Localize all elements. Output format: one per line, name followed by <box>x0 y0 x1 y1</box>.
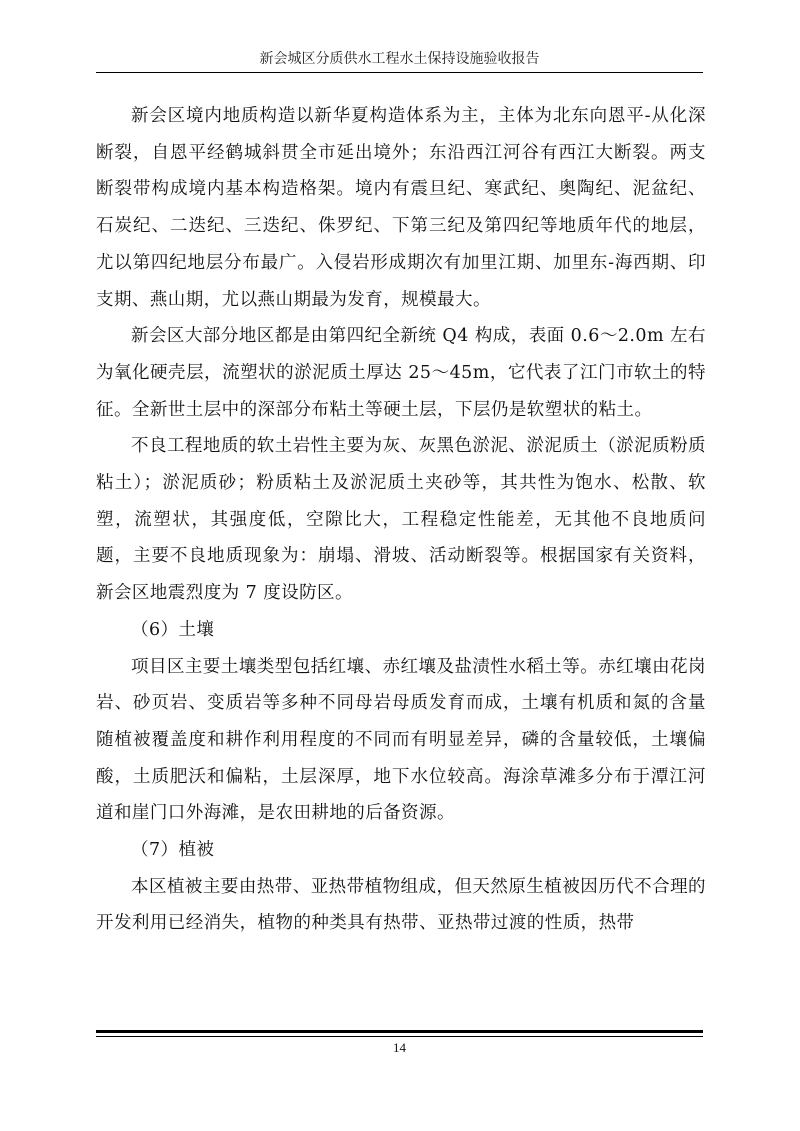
paragraph-geology-quaternary: 新会区大部分地区都是由第四纪全新统 Q4 构成，表面 0.6～2.0m 左右为氧化硬壳层，流塑状的淤泥质土厚达 25～45m，它代表了江门市软土的特征。全新世土层中的深部分布粘土等硬土层，下层仍是软塑状的粘土。 <box>96 326 706 420</box>
section-heading-vegetation: （7）植被 <box>131 840 215 861</box>
paragraph-geology-structure: 新会区境内地质构造以新华夏构造体系为主，主体为北东向恩平-从化深断裂，自恩平经鹤城斜贯全市延出境外；东沿西江河谷有西江大断裂。两支断裂带构成境内基本构造格架。境内有震旦纪、寒武纪、奥陶纪、泥盆纪、石炭纪、二迭纪、三迭纪、侏罗纪、下第三纪及第四纪等地质年代的地层，尤以第四纪地层分布最广。入侵岩形成期次有加里江期、加里东-海西期、印支期、燕山期，尤以燕山期最为发育，规模最大。 <box>96 106 706 310</box>
header-divider <box>96 72 703 73</box>
document-body <box>96 98 706 942</box>
paragraph-soil: 项目区主要土壤类型包括红壤、赤红壤及盐渍性水稻土等。赤红壤由花岗岩、砂页岩、变质岩等多种不同母岩母质发育而成，土壤有机质和氮的含量随植被覆盖度和耕作利用程度的不同而有明显差异，磷的含量较低，土壤偏酸，土质肥沃和偏粘，土层深厚，地下水位较高。海涂草滩多分布于潭江河道和崖门口外海滩，是农田耕地的后备资源。 <box>96 656 706 824</box>
page-number: 14 <box>393 1040 406 1055</box>
footer-divider-thin <box>96 1036 703 1037</box>
footer-divider-thick <box>96 1030 703 1033</box>
page-header-title: 新会城区分质供水工程水土保持设施验收报告 <box>259 51 540 67</box>
paragraph-geology-soft-soil: 不良工程地质的软土岩性主要为灰、灰黑色淤泥、淤泥质土（淤泥质粉质粘土）；淤泥质砂；粉质粘土及淤泥质土夹砂等，其共性为饱水、松散、软塑，流塑状，其强度低，空隙比大，工程稳定性能差，无其他不良地质问题，主要不良地质现象为：崩塌、滑坡、活动断裂等。根据国家有关资料，新会区地震烈度为 7 度设防区。 <box>96 436 706 604</box>
section-heading-soil: （6）土壤 <box>131 619 215 640</box>
paragraph-vegetation: 本区植被主要由热带、亚热带植物组成，但天然原生植被因历代不合理的开发利用已经消失，植物的种类具有热带、亚热带过渡的性质，热带 <box>96 876 706 934</box>
